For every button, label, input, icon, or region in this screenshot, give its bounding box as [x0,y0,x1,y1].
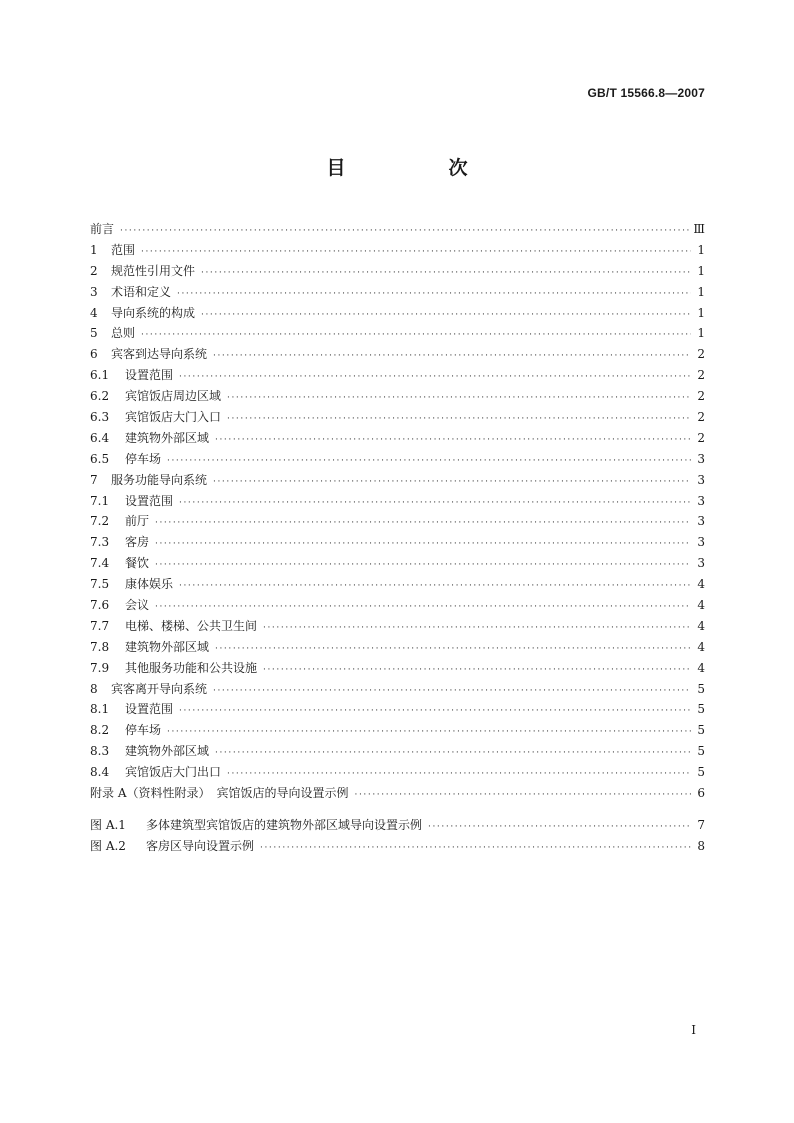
entry-page-number: 3 [697,556,705,571]
dot-leader [215,430,691,451]
entry-page-number: 3 [697,535,705,550]
entry-number: 7.5 [90,577,110,592]
toc-entry[interactable] [90,219,705,240]
toc-entry[interactable] [90,386,705,407]
toc-entry[interactable] [90,428,705,449]
entry-page-number: 4 [697,598,705,613]
entry-title: 宾馆饭店周边区域 [125,389,222,404]
entry-number: 6.4 [90,430,110,445]
dot-leader [213,681,691,702]
entry-title: 客房区导向设置示例 [146,838,255,853]
toc-entry[interactable] [90,303,705,324]
dot-leader [141,242,691,263]
entry-page-number: 1 [697,326,705,341]
entry-title: 建筑物外部区域 [125,430,210,445]
entry-number: 4 [90,305,98,320]
dot-leader [179,701,691,722]
entry-page-number: 3 [697,451,705,466]
entry-title: 设置范围 [125,368,174,383]
entry-number: 7.9 [90,660,110,675]
entry-number: 8.3 [90,744,110,759]
entry-title: 停车场 [125,723,162,738]
figure-entry[interactable] [90,815,705,836]
entry-number: 5 [90,326,98,341]
entry-number: 7.4 [90,556,110,571]
entry-page-number: 3 [697,493,705,508]
dot-leader [179,367,691,388]
entry-title: 宾客离开导向系统 [111,681,208,696]
dot-leader [120,221,689,242]
entry-page-number: 8 [697,838,705,853]
entry-title: 餐饮 [125,556,150,571]
page-title: 目 次 [326,157,510,179]
dot-leader [215,639,691,660]
page-number: I [691,1023,696,1037]
dot-leader [155,555,691,576]
entry-number: 6.1 [90,368,110,383]
toc-entry[interactable] [90,449,705,470]
dot-leader [213,346,691,367]
entry-title: 规范性引用文件 [111,263,196,278]
entry-number: 7.6 [90,598,110,613]
toc-entry[interactable] [90,762,705,783]
dot-leader [263,618,691,639]
toc-entry[interactable] [90,491,705,512]
dot-leader [215,743,691,764]
figure-entry[interactable] [90,836,705,857]
entry-title: 多体建筑型宾馆饭店的建筑物外部区域导向设置示例 [146,817,423,832]
dot-leader [201,305,691,326]
toc-entry[interactable] [90,616,705,637]
entry-page-number: 1 [697,263,705,278]
entry-title: 宾馆饭店大门出口 [125,765,222,780]
dot-leader [167,451,691,472]
entry-page-number: 1 [697,284,705,299]
entry-title: 设置范围 [125,702,174,717]
entry-number: 8.1 [90,702,110,717]
entry-number: 7.2 [90,514,110,529]
entry-page-number: Ⅲ [693,222,705,236]
toc-entry[interactable] [90,699,705,720]
entry-number: 图 A.1 [90,817,126,832]
entry-number: 2 [90,263,98,278]
entry-page-number: 5 [697,702,705,717]
entry-page-number: 2 [697,347,705,362]
entry-title: 服务功能导向系统 [111,472,208,487]
entry-title: 附录 A（资料性附录） 宾馆饭店的导向设置示例 [90,786,349,801]
dot-leader [141,325,691,346]
toc-entry[interactable] [90,595,705,616]
toc-entry[interactable] [90,407,705,428]
entry-number: 7.1 [90,493,110,508]
entry-number: 7.8 [90,639,110,654]
dot-leader [213,472,691,493]
entry-title: 其他服务功能和公共设施 [125,660,258,675]
entry-page-number: 6 [697,786,705,801]
entry-page-number: 5 [697,765,705,780]
dot-leader [263,660,691,681]
dot-leader [155,534,691,555]
entry-title: 范围 [111,242,136,257]
entry-page-number: 4 [697,660,705,675]
dot-leader [179,493,691,514]
toc-entry[interactable] [90,553,705,574]
entry-number: 8.4 [90,765,110,780]
entry-title: 宾客到达导向系统 [111,347,208,362]
entry-number: 8 [90,681,98,696]
entry-title: 停车场 [125,451,162,466]
dot-leader [428,817,691,838]
entry-title: 前言 [90,222,115,236]
toc-entry[interactable] [90,323,705,344]
entry-page-number: 4 [697,639,705,654]
entry-title: 导向系统的构成 [111,305,196,320]
toc-entry[interactable] [90,532,705,553]
entry-page-number: 4 [697,577,705,592]
toc-entry[interactable] [90,783,705,804]
entry-number: 7 [90,472,98,487]
entry-title: 建筑物外部区域 [125,744,210,759]
dot-leader [227,764,691,785]
entry-page-number: 2 [697,389,705,404]
entry-title: 设置范围 [125,493,174,508]
entry-title: 总则 [111,326,136,341]
entry-title: 客房 [125,535,150,550]
entry-number: 6.3 [90,410,110,425]
entry-page-number: 2 [697,368,705,383]
dot-leader [155,597,691,618]
dot-leader [227,409,691,430]
toc-entry[interactable] [90,511,705,532]
toc-entry[interactable] [90,720,705,741]
entry-title: 术语和定义 [111,284,172,299]
entry-number: 3 [90,284,98,299]
entry-number: 7.7 [90,618,110,633]
entry-page-number: 5 [697,744,705,759]
toc-entry[interactable] [90,240,705,261]
entry-page-number: 5 [697,723,705,738]
entry-page-number: 3 [697,472,705,487]
table-of-contents [90,219,705,857]
entry-title: 宾馆饭店大门入口 [125,410,222,425]
toc-entry[interactable] [90,282,705,303]
dot-leader [177,284,691,305]
entry-title: 建筑物外部区域 [125,639,210,654]
entry-page-number: 2 [697,410,705,425]
dot-leader [354,785,691,806]
toc-entry[interactable] [90,574,705,595]
entry-title: 电梯、楼梯、公共卫生间 [125,618,258,633]
entry-number: 图 A.2 [90,838,126,853]
entry-page-number: 1 [697,305,705,320]
entry-number: 8.2 [90,723,110,738]
entry-page-number: 3 [697,514,705,529]
toc-entry[interactable] [90,658,705,679]
entry-page-number: 2 [697,430,705,445]
dot-leader [179,576,691,597]
toc-entry[interactable] [90,344,705,365]
toc-entry[interactable] [90,261,705,282]
entry-title: 康体娱乐 [125,577,174,592]
dot-leader [201,263,691,284]
dot-leader [155,513,691,534]
entry-page-number: 4 [697,618,705,633]
dot-leader [167,722,691,743]
entry-number: 6.5 [90,451,110,466]
entry-number: 6 [90,347,98,362]
toc-entry[interactable] [90,470,705,491]
entry-page-number: 7 [697,817,705,832]
dot-leader [260,838,691,859]
standard-code: GB/T 15566.8—2007 [587,86,705,100]
entry-page-number: 5 [697,681,705,696]
entry-number: 7.3 [90,535,110,550]
toc-entry[interactable] [90,679,705,700]
toc-entry[interactable] [90,637,705,658]
entry-page-number: 1 [697,242,705,257]
toc-entry[interactable] [90,741,705,762]
entry-title: 前厅 [125,514,150,529]
entry-number: 6.2 [90,389,110,404]
toc-entry[interactable] [90,365,705,386]
entry-number: 1 [90,242,98,257]
dot-leader [227,388,691,409]
entry-title: 会议 [125,598,150,613]
